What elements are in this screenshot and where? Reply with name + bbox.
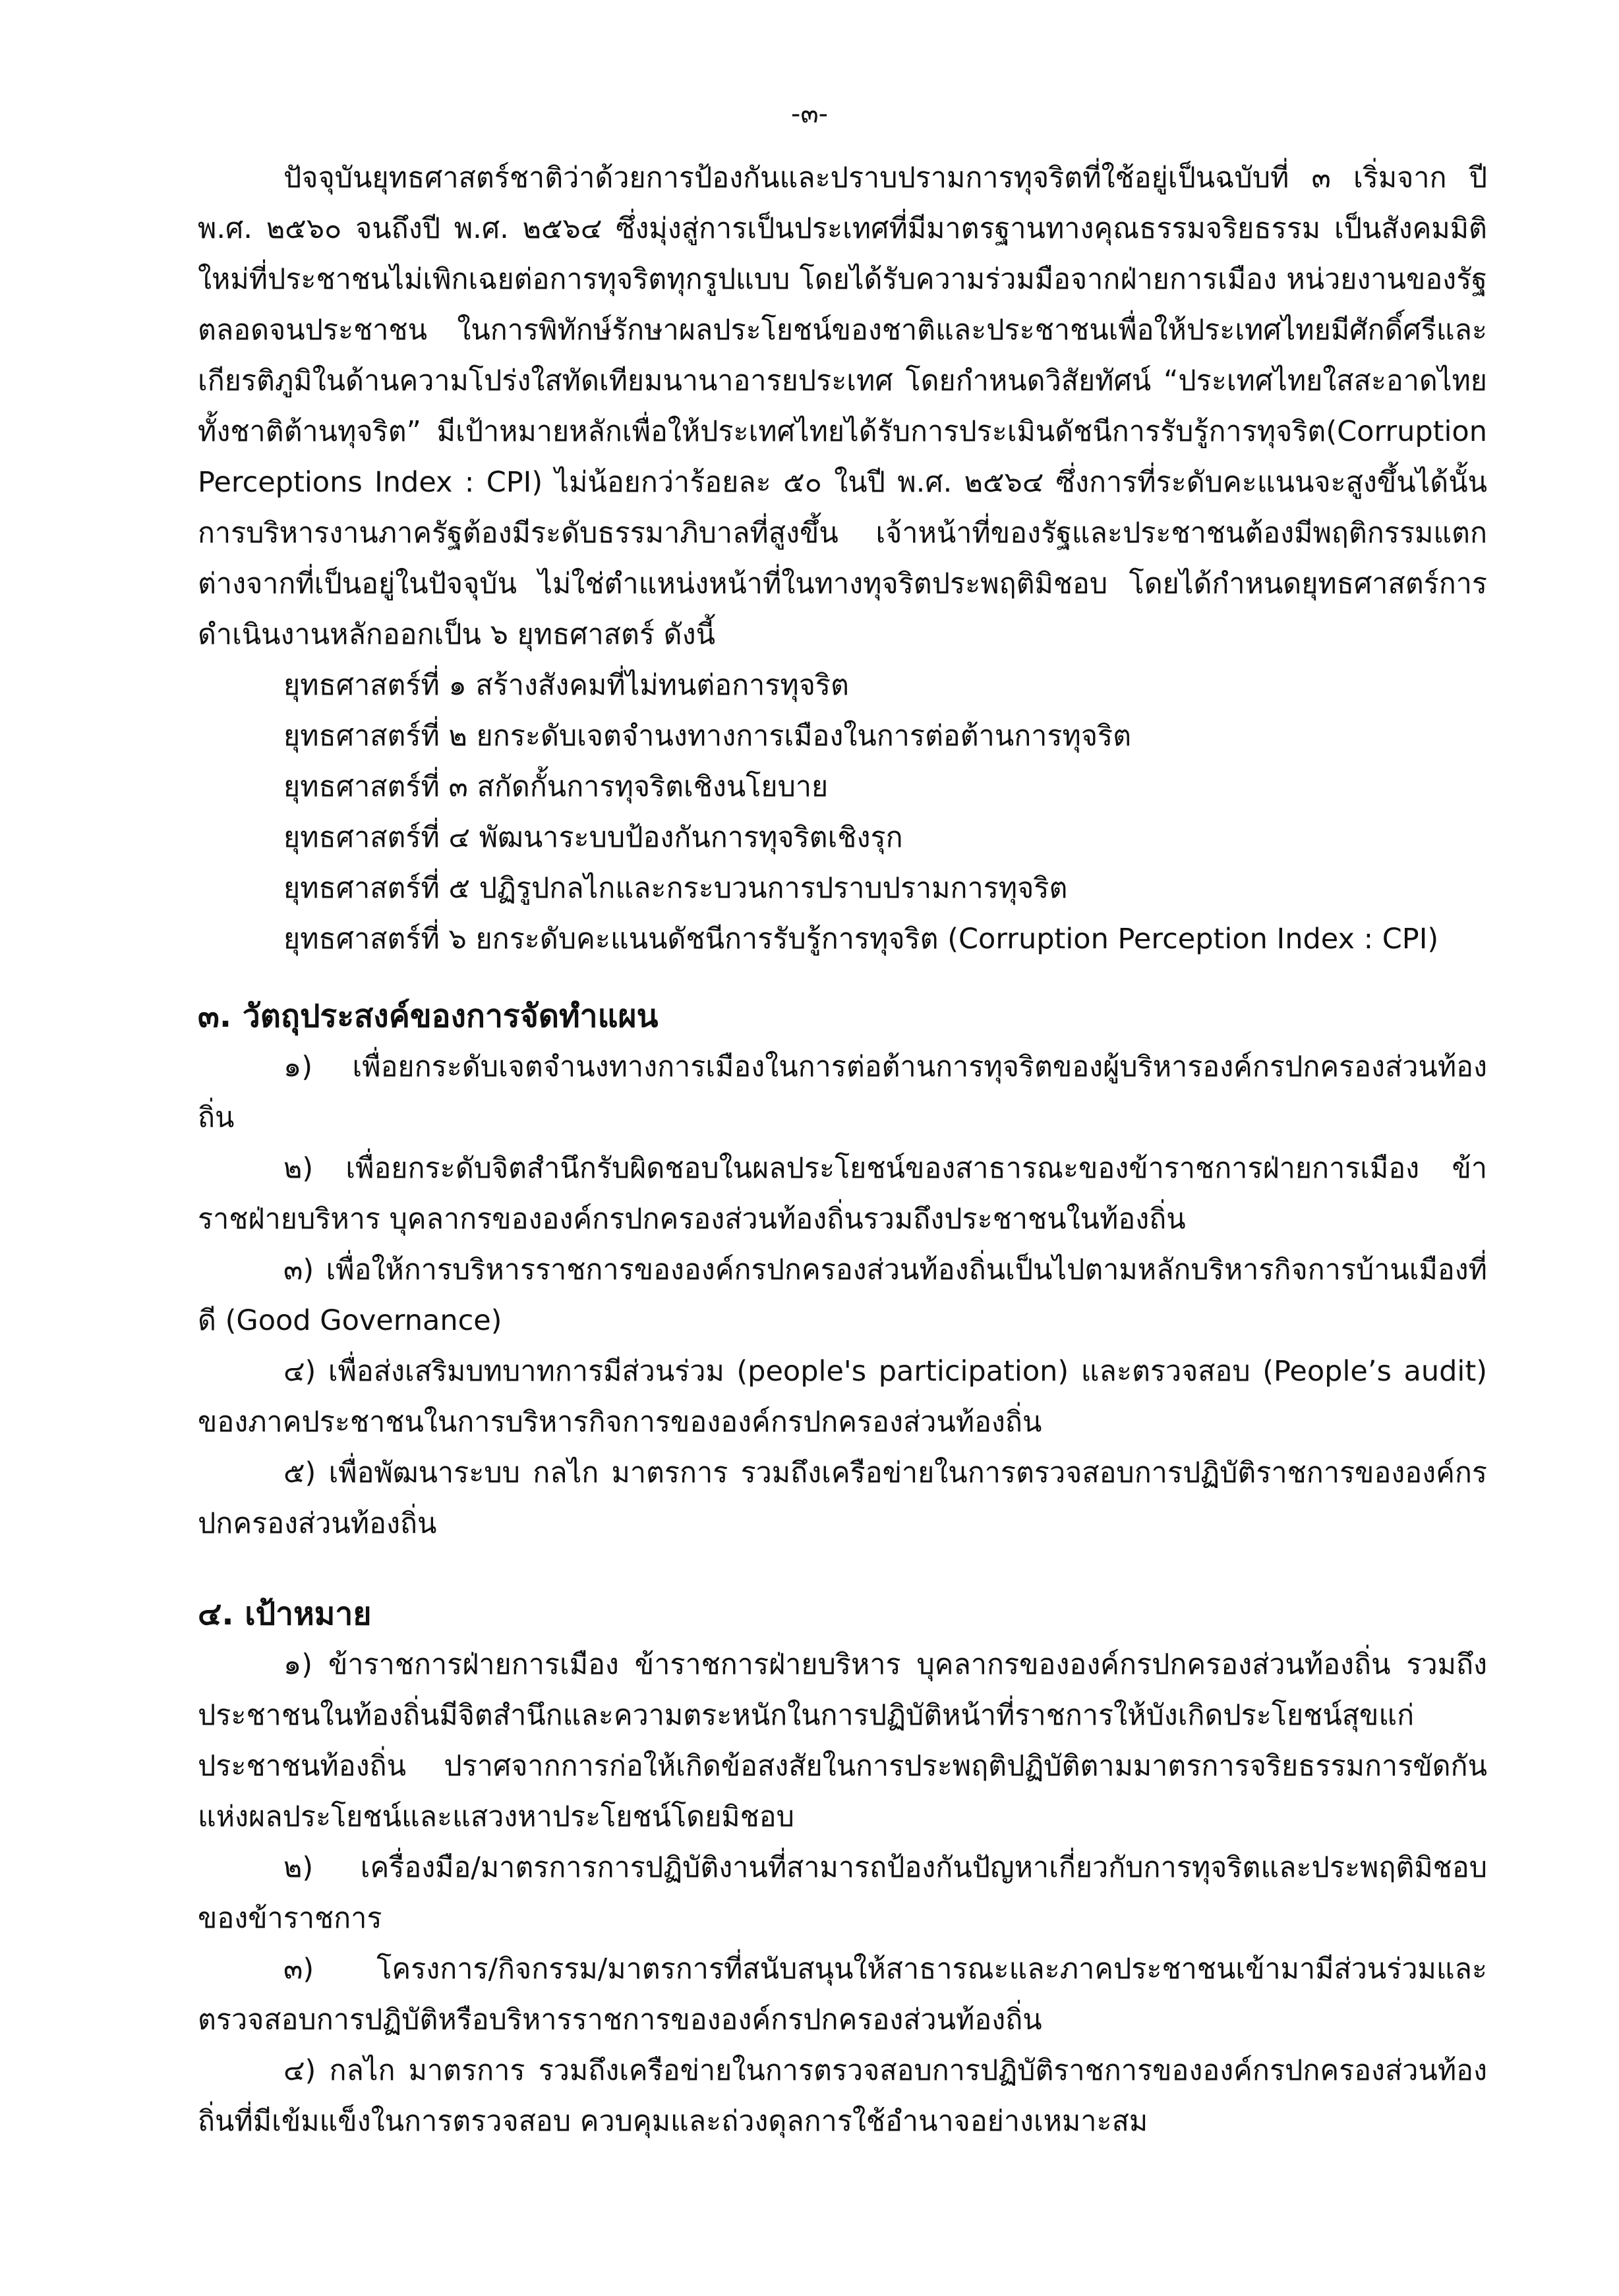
strategy-item: ยุทธศาสตร์ที่ ๓ สกัดกั้นการทุจริตเชิงนโยบาย	[283, 770, 829, 803]
strategy-item: ยุทธศาสตร์ที่ ๖ ยกระดับคะแนนดัชนีการรับรู้การทุจริต (Corruption Perception Index : CPI)	[283, 923, 1439, 956]
section-4-heading: ๔. เป้าหมาย	[198, 1595, 372, 1632]
document-body	[198, 153, 1487, 2147]
objective-item: ๒) เพื่อยกระดับจิตสำนึกรับผิดชอบในผลประโยชน์ของสาธารณะของข้าราชการฝ่ายการเมือง ข้าราชฝ่ายบริหาร บุคลากรขององค์กรปกครองส่วนท้องถิ่นรวมถึงประชาชนในท้องถิ่น	[198, 1152, 1487, 1236]
objective-item: ๕) เพื่อพัฒนาระบบ กลไก มาตรการ รวมถึงเครือข่ายในการตรวจสอบการปฏิบัติราชการขององค์กรปกครองส่วนท้องถิ่น	[198, 1456, 1487, 1540]
goal-item: ๓) โครงการ/กิจกรรม/มาตรการที่สนับสนุนให้สาธารณะและภาคประชาชนเข้ามามีส่วนร่วมและตรวจสอบการปฏิบัติหรือบริหารราชการขององค์กรปกครองส่วนท้องถิ่น	[198, 1953, 1487, 2036]
intro-paragraph: ปัจจุบันยุทธศาสตร์ชาติว่าด้วยการป้องกันและปราบปรามการทุจริตที่ใช้อยู่เป็นฉบับที่ ๓ เริ่มจาก ปี พ.ศ. ๒๕๖๐ จนถึงปี พ.ศ. ๒๕๖๔ ซึ่งมุ่งสู่การเป็นประเทศที่มีมาตรฐานทางคุณธรรมจริยธรรม เป็นสังคมมิติใหม่ที่ประชาชนไม่เพิกเฉยต่อการทุจริตทุกรูปแบบ โดยได้รับความร่วมมือจากฝ่ายการเมือง หน่วยงานของรัฐ ตลอดจนประชาชน ในการพิทักษ์รักษาผลประโยชน์ของชาติและประชาชนเพื่อให้ประเทศไทยมีศักดิ์ศรีและเกียรติภูมิในด้านความโปร่งใสทัดเทียมนานาอารยประเทศ โดยกำหนดวิสัยทัศน์ “ประเทศไทยใสสะอาดไทยทั้งชาติต้านทุจริต” มีเป้าหมายหลักเพื่อให้ประเทศไทยได้รับการประเมินดัชนีการรับรู้การทุจริต(Corruption Perceptions Index : CPI) ไม่น้อยกว่าร้อยละ ๕๐ ในปี พ.ศ. ๒๕๖๔ ซึ่งการที่ระดับคะแนนจะสูงขึ้นได้นั้น การบริหารงานภาครัฐต้องมีระดับธรรมาภิบาลที่สูงขึ้น เจ้าหน้าที่ของรัฐและประชาชนต้องมีพฤติกรรมแตกต่างจากที่เป็นอยู่ในปัจจุบัน ไม่ใช่ตำแหน่งหน้าที่ในทางทุจริตประพฤติมิชอบ โดยได้กำหนดยุทธศาสตร์การดำเนินงานหลักออกเป็น ๖ ยุทธศาสตร์ ดังนี้	[198, 161, 1487, 651]
goals-list	[198, 1640, 1487, 2147]
page-number: -๓-	[790, 99, 829, 129]
objectives-list	[198, 1042, 1487, 1549]
strategy-list	[198, 660, 1487, 965]
strategy-item: ยุทธศาสตร์ที่ ๕ ปฏิรูปกลไกและกระบวนการปราบปรามการทุจริต	[283, 872, 1068, 905]
goal-item: ๑) ข้าราชการฝ่ายการเมือง ข้าราชการฝ่ายบริหาร บุคลากรขององค์กรปกครองส่วนท้องถิ่น รวมถึงประชาชนในท้องถิ่นมีจิตสำนึกและความตระหนักในการปฏิบัติหน้าที่ราชการให้บังเกิดประโยชน์สุขแก่ประชาชนท้องถิ่น ปราศจากการก่อให้เกิดข้อสงสัยในการประพฤติปฏิบัติตามมาตรการจริยธรรมการขัดกันแห่งผลประโยชน์และแสวงหาประโยชน์โดยมิชอบ	[198, 1648, 1487, 1833]
strategy-item: ยุทธศาสตร์ที่ ๔ พัฒนาระบบป้องกันการทุจริตเชิงรุก	[283, 821, 903, 854]
strategy-item: ยุทธศาสตร์ที่ ๒ ยกระดับเจตจำนงทางการเมืองในการต่อต้านการทุจริต	[283, 720, 1132, 753]
objective-item: ๓) เพื่อให้การบริหารราชการขององค์กรปกครองส่วนท้องถิ่นเป็นไปตามหลักบริหารกิจการบ้านเมืองที่ดี (Good Governance)	[198, 1253, 1487, 1337]
goal-item: ๒) เครื่องมือ/มาตรการการปฏิบัติงานที่สามารถป้องกันปัญหาเกี่ยวกับการทุจริตและประพฤติมิชอบของข้าราชการ	[198, 1851, 1487, 1935]
section-3-heading: ๓. วัตถุประสงค์ของการจัดทำแผน	[198, 998, 659, 1035]
objective-item: ๔) เพื่อส่งเสริมบทบาทการมีส่วนร่วม (people's participation) และตรวจสอบ (People’s audit) ของภาคประชาชนในการบริหารกิจการขององค์กรปกครองส่วนท้องถิ่น	[198, 1355, 1487, 1439]
goal-item: ๔) กลไก มาตรการ รวมถึงเครือข่ายในการตรวจสอบการปฏิบัติราชการขององค์กรปกครองส่วนท้องถิ่นที่มีเข้มแข็งในการตรวจสอบ ควบคุมและถ่วงดุลการใช้อำนาจอย่างเหมาะสม	[198, 2054, 1487, 2138]
objective-item: ๑) เพื่อยกระดับเจตจำนงทางการเมืองในการต่อต้านการทุจริตของผู้บริหารองค์กรปกครองส่วนท้องถิ่น	[198, 1050, 1487, 1134]
strategy-item: ยุทธศาสตร์ที่ ๑ สร้างสังคมที่ไม่ทนต่อการทุจริต	[283, 669, 849, 702]
